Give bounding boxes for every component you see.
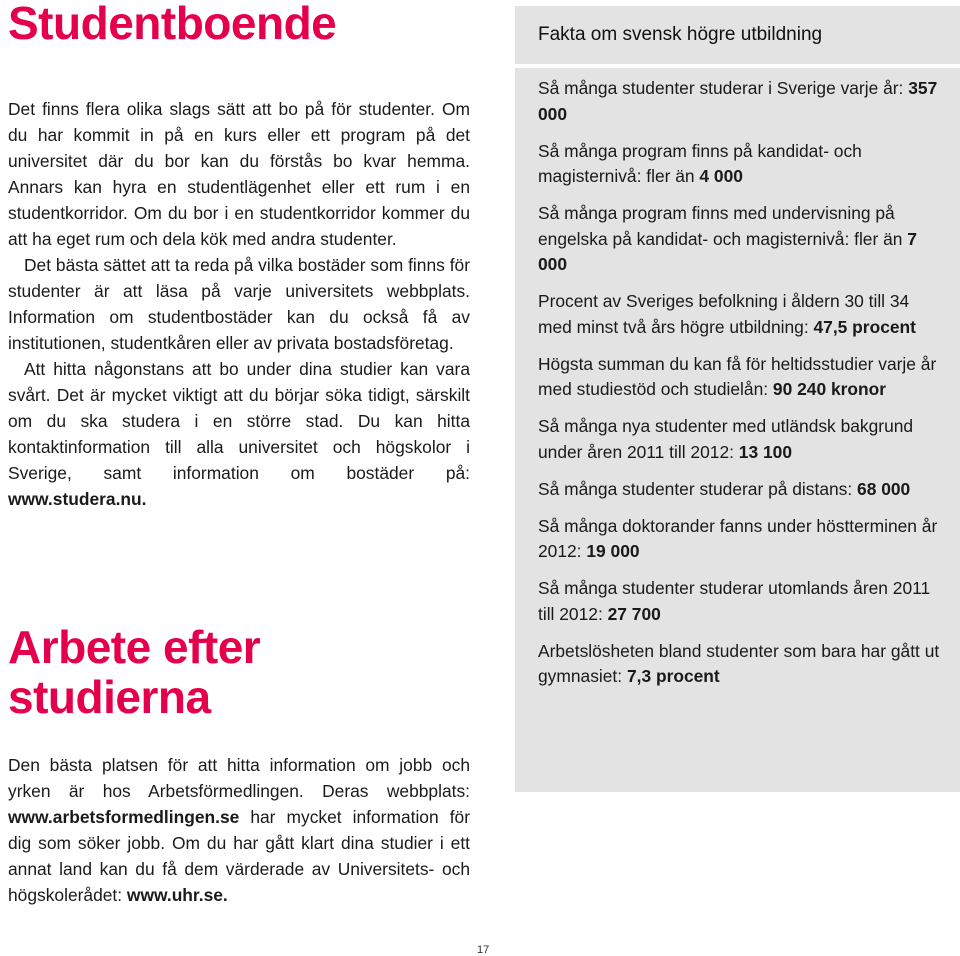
fact-value: 68 000 [857,478,911,499]
paragraph [8,752,470,908]
paragraph-text: har mycket information för dig som söker jobb. Om du har gått klart dina studier i ett annat land kan du få dem värderade av Universitets- och högskolerådet: [8,807,470,905]
facts-header [515,6,960,68]
heading-studentboende: Studentboende [8,0,337,49]
fact-text: Högsta summan du kan få för heltidsstudier varje år med studiestöd och studielån: [538,353,937,399]
paragraph-text: Att hitta någonstans att bo under dina studier kan vara svårt. Det är mycket viktigt att du börjar söka tidigt, särskilt om du ska studera i en större stad. Du kan hitta kontaktinformation till alla universitet och högskolor i Sverige, samt information om bostäder på: [8,359,470,483]
fact-value: 357 000 [538,78,938,124]
paragraph [8,356,470,512]
facts-box [515,6,960,792]
fact-item [538,514,943,565]
fact-value: 90 240 kronor [772,379,887,399]
fact-value: 19 000 [586,541,640,561]
studera-link[interactable]: www.studera.nu. [8,489,147,509]
arbete-text [8,752,470,908]
fact-value: 47,5 procent [813,316,916,337]
fact-value: 7 000 [538,228,917,274]
fact-text: Så många studenter studerar på distans: [538,478,858,499]
facts-title: Fakta om svensk högre utbildning [538,24,823,45]
fact-value: 13 100 [738,441,792,462]
paragraph: Det finns flera olika slags sätt att bo på för studenter. Om du har kommit in på en kurs eller ett program på det universitet där du bor kan du förstås bo kvar hemma. Annars kan hyra en studentlägenhet eller ett rum i en studentkorridor. Om du bor i en studentkorridor kommer du att ha eget rum och dela kök med andra studenter. [8,99,470,249]
fact-item [538,289,943,340]
fact-value: 4 000 [699,166,743,186]
fact-item [538,477,943,503]
arbetsformedlingen-link[interactable]: www.arbetsformedlingen.se [8,807,240,827]
fact-item [538,76,943,127]
fact-value: 7,3 procent [626,666,720,686]
fact-text: Så många program finns med undervisning på engelska på kandidat- och magisternivå: fler än [538,203,908,249]
facts-list [538,76,943,701]
fact-text: Så många studenter studerar i Sverige varje år: [538,78,909,98]
fact-text: Så många studenter studerar utomlands åren 2011 till 2012: [538,578,931,624]
fact-item [538,139,943,190]
fact-item [538,352,943,403]
studentboende-text [8,96,470,512]
fact-text: Så många doktorander fanns under höstterminen år 2012: [538,515,938,561]
heading-line: Arbete efter [8,621,261,673]
uhr-link[interactable]: www.uhr.se. [126,885,228,905]
heading-arbete-efter-studierna [8,622,260,722]
paragraph: Det bästa sättet att ta reda på vilka bostäder som finns för studenter är att läsa på varje universitets webbplats. Information om studentbostäder kan du också få av institutionen, studentkåren eller av privata bostadsföretag. [8,255,470,353]
page-number: 17 [477,944,490,956]
fact-item [538,639,943,690]
fact-text: Procent av Sveriges befolkning i åldern 30 till 34 med minst två års högre utbildning: [538,291,910,337]
heading-line: studierna [8,671,211,723]
fact-item [538,201,943,278]
paragraph-text: Den bästa platsen för att hitta information om jobb och yrken är hos Arbetsförmedlingen. Deras webbplats: [8,755,470,801]
fact-text: Arbetslösheten bland studenter som bara har gått ut gymnasiet: [538,640,940,686]
fact-item [538,576,943,627]
fact-text: Så många nya studenter med utländsk bakgrund under åren 2011 till 2012: [538,416,914,462]
fact-value: 27 700 [607,603,661,624]
fact-item [538,414,943,465]
fact-text: Så många program finns på kandidat- och magisternivå: fler än [538,140,862,186]
